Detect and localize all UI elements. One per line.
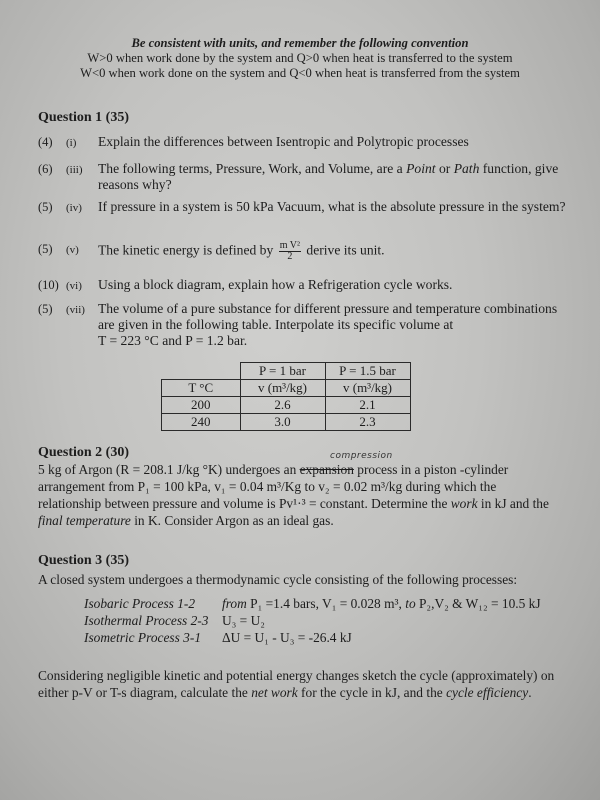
item-number: (i) xyxy=(66,137,77,149)
item-marks: (4) xyxy=(38,135,53,149)
process-name: Isothermal Process 2-3 xyxy=(84,613,209,628)
table-cell: 3.0 xyxy=(240,414,325,431)
convention-header xyxy=(0,36,600,81)
q1-title: Question 1 (35) xyxy=(38,110,129,125)
q3-title: Question 3 (35) xyxy=(38,553,129,568)
item-marks: (5) xyxy=(38,200,53,214)
item-marks: (5) xyxy=(38,242,53,256)
header-line-1: Be consistent with units, and remember the following convention xyxy=(131,36,469,50)
q2-text: 5 kg of Argon (R = 208.1 J/kg °K) undergoes an expansion process in a piston -cylinder arrangement from P₁ = 100 kPa, v₁ = 0.04 m³/Kg to v₂ = 0.02 m³/kg during which the relationship between pressure and volume is Pv¹·³ = constant. Determine the work in kJ and the final temperature in K. Consider Argon as an ideal gas. xyxy=(38,462,549,528)
struck-word: expansion xyxy=(299,462,354,477)
q3-intro: A closed system undergoes a thermodynamic cycle consisting of the following processes: xyxy=(38,572,518,587)
item-text: Using a block diagram, explain how a Refrigeration cycle works. xyxy=(98,277,453,292)
item-marks: (10) xyxy=(38,278,59,292)
item-number: (iv) xyxy=(66,202,82,214)
specific-volume-table xyxy=(161,362,411,431)
table-row xyxy=(162,414,411,431)
q1-item-i xyxy=(38,134,469,151)
item-number: (iii) xyxy=(66,164,83,176)
table-cell: 2.6 xyxy=(240,397,325,414)
table-header-v1: v (m³/kg) xyxy=(240,380,325,397)
table-header-p2: P = 1.5 bar xyxy=(325,363,410,380)
q1-item-vi xyxy=(38,277,453,294)
item-marks: (5) xyxy=(38,302,53,316)
handwritten-correction: compression xyxy=(330,451,393,461)
process-detail: U₃ = U₂ xyxy=(222,613,265,628)
item-number: (vii) xyxy=(66,304,85,316)
item-text: Explain the differences between Isentropic and Polytropic processes xyxy=(98,134,469,149)
table-cell: 2.3 xyxy=(325,414,410,431)
table-cell: 2.1 xyxy=(325,397,410,414)
process-name: Isobaric Process 1-2 xyxy=(84,596,196,611)
q1-item-vii xyxy=(38,301,558,348)
table-header-v2: v (m³/kg) xyxy=(325,380,410,397)
q2-title: Question 2 (30) xyxy=(38,445,129,460)
q3-process-list xyxy=(84,595,544,647)
table-header-temp: T °C xyxy=(162,380,241,397)
table-cell: 200 xyxy=(162,397,241,414)
table-cell: 240 xyxy=(162,414,241,431)
q1-item-iv xyxy=(38,199,566,216)
item-text: The volume of a pure substance for different pressure and temperature combinations are given in the following table. Interpolate its specific volume at T = 223 °C and P = 1.2 bar. xyxy=(98,301,558,348)
q1-item-v xyxy=(38,240,385,262)
item-number: (vi) xyxy=(66,280,82,292)
process-detail: ΔU = U₁ - U₃ = -26.4 kJ xyxy=(222,630,352,645)
header-line-2: W>0 when work done by the system and Q>0 when heat is transferred to the system xyxy=(87,51,513,65)
process-name: Isometric Process 3-1 xyxy=(84,630,202,645)
item-text: The kinetic energy is defined by $\frac{\text{m V²}}{2}$ derive its unit. xyxy=(98,240,385,262)
item-marks: (6) xyxy=(38,162,53,176)
item-text: The following terms, Pressure, Work, and Volume, are a Point or Path function, give reasons why? xyxy=(98,161,559,192)
table-header-p1: P = 1 bar xyxy=(240,363,325,380)
header-line-3: W<0 when work done on the system and Q<0 when heat is transferred from the system xyxy=(80,66,520,80)
kinetic-energy-fraction: $\frac{\text{m V²}}{2}$ xyxy=(279,240,301,262)
process-detail: from P₁ =1.4 bars, V₁ = 0.028 m³, to P₂,V₂ & W₁₂ = 10.5 kJ xyxy=(222,596,541,611)
table-row xyxy=(162,397,411,414)
q3-conclusion: Considering negligible kinetic and potential energy changes sketch the cycle (approximately) on either p-V or T-s diagram, calculate the net work for the cycle in kJ, and the cycle efficiency. xyxy=(38,668,555,700)
q1-item-iii xyxy=(38,161,559,192)
item-number: (v) xyxy=(66,244,79,256)
item-text: If pressure in a system is 50 kPa Vacuum, what is the absolute pressure in the system? xyxy=(98,199,566,214)
